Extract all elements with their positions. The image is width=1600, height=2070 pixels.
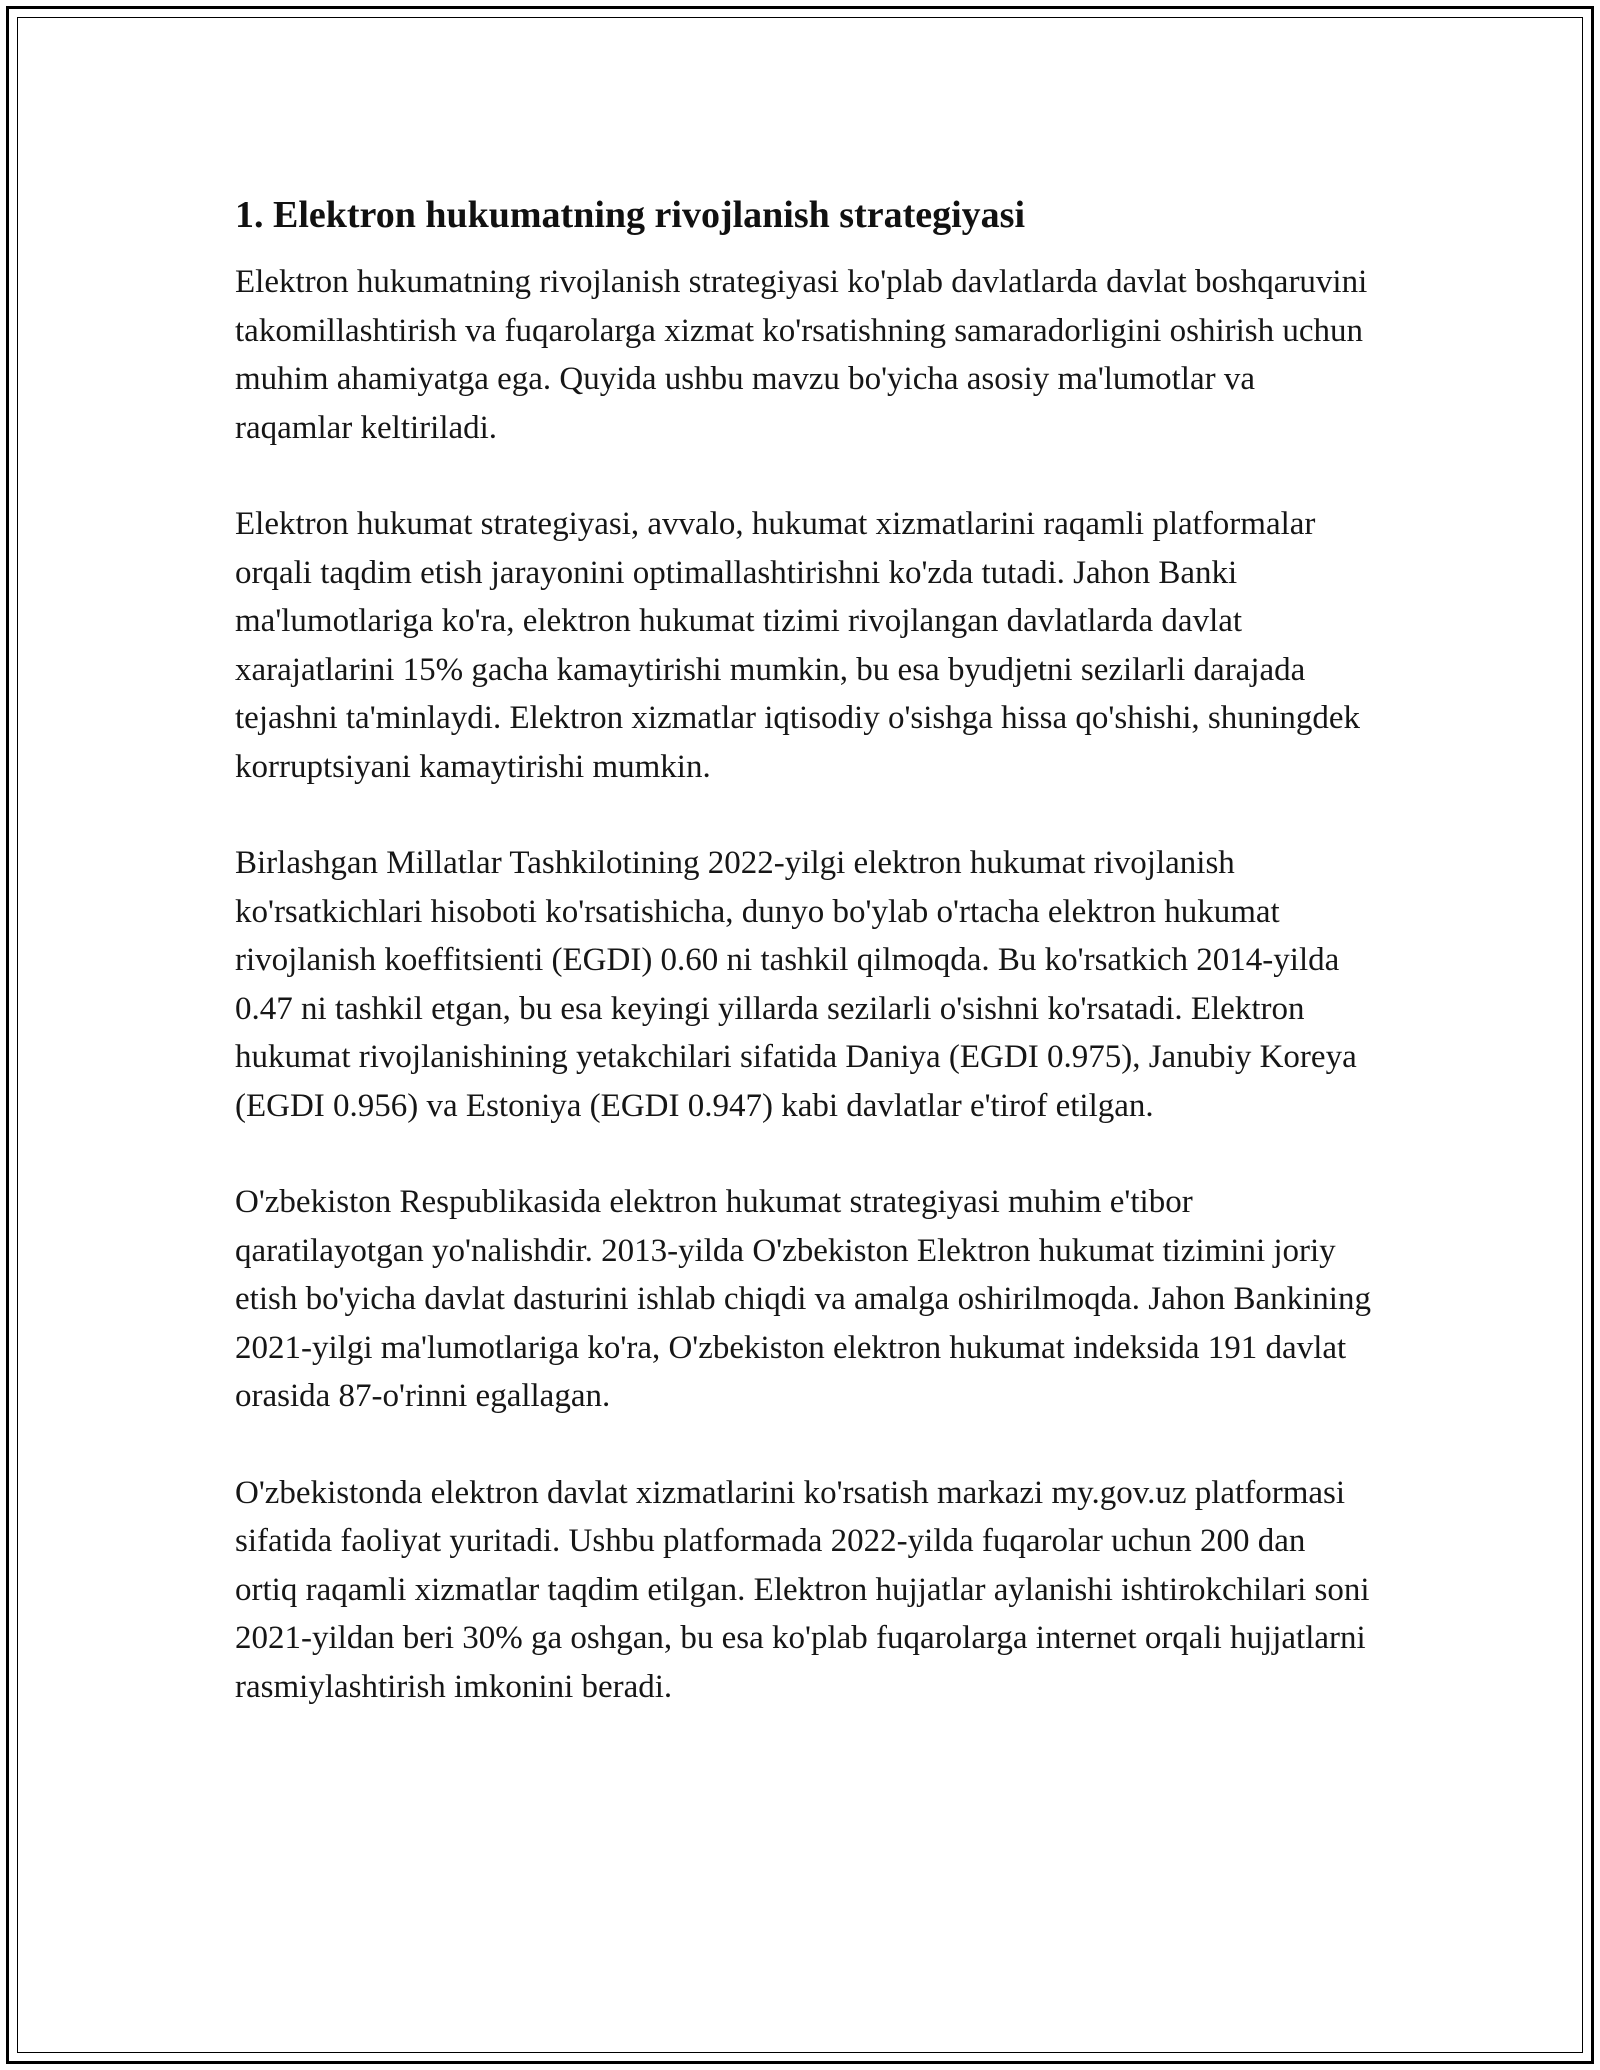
document-body <box>235 190 1375 1759</box>
paragraph-strategy: Elektron hukumat strategiyasi, avvalo, hukumat xizmatlarini raqamli platformalar orqali taqdim etish jarayonini optimallashtirishni ko'zda tutadi. Jahon Banki ma'lumotlariga ko'ra, elektron hukumat tizimi rivojlangan davlatlarda davlat xarajatlarini 15% gacha kamaytirishi mumkin, bu esa byudjetni sezilarli darajada tejashni ta'minlaydi. Elektron xizmatlar iqtisodiy o'sishga hissa qo'shishi, shuningdek korruptsiyani kamaytirishi mumkin. <box>235 506 1361 785</box>
section-title: 1. Elektron hukumatning rivojlanish strategiyasi <box>235 194 1026 236</box>
paragraph-mygov: O'zbekistonda elektron davlat xizmatlarini ko'rsatish markazi my.gov.uz platformasi sifatida faoliyat yuritadi. Ushbu platformada 2022-yilda fuqarolar uchun 200 dan ortiq raqamli xizmatlar taqdim etilgan. Elektron hujjatlar aylanishi ishtirokchilari soni 2021-yildan beri 30% ga oshgan, bu esa ko'plab fuqarolarga internet orqali hujjatlarni rasmiylashtirish imkonini beradi. <box>235 1474 1370 1705</box>
paragraph-uzbekistan: O'zbekiston Respublikasida elektron hukumat strategiyasi muhim e'tibor qaratilayotgan yo'nalishdir. 2013-yilda O'zbekiston Elektron hukumat tizimini joriy etish bo'yicha davlat dasturini ishlab chiqdi va amalga oshirilmoqda. Jahon Bankining 2021-yilgi ma'lumotlariga ko'ra, O'zbekiston elektron hukumat indeksida 191 davlat orasida 87-o'rinni egallagan. <box>235 1184 1371 1414</box>
paragraph-egdi: Birlashgan Millatlar Tashkilotining 2022-yilgi elektron hukumat rivojlanish ko'rsatkichlari hisoboti ko'rsatishicha, dunyo bo'ylab o'rtacha elektron hukumat rivojlanish koeffitsienti (EGDI) 0.60 ni tashkil qilmoqda. Bu ko'rsatkich 2014-yilda 0.47 ni tashkil etgan, bu esa keyingi yillarda sezilarli o'sishni ko'rsatadi. Elektron hukumat rivojlanishining yetakchilari sifatida Daniya (EGDI 0.975), Janubiy Koreya (EGDI 0.956) va Estoniya (EGDI 0.947) kabi davlatlar e'tirof etilgan. <box>235 845 1357 1124</box>
paragraph-intro: Elektron hukumatning rivojlanish strategiyasi ko'plab davlatlarda davlat boshqaruvini takomillashtirish va fuqarolarga xizmat ko'rsatishning samaradorligini oshirish uchun muhim ahamiyatga ega. Quyida ushbu mavzu bo'yicha asosiy ma'lumotlar va raqamlar keltiriladi. <box>235 264 1368 446</box>
